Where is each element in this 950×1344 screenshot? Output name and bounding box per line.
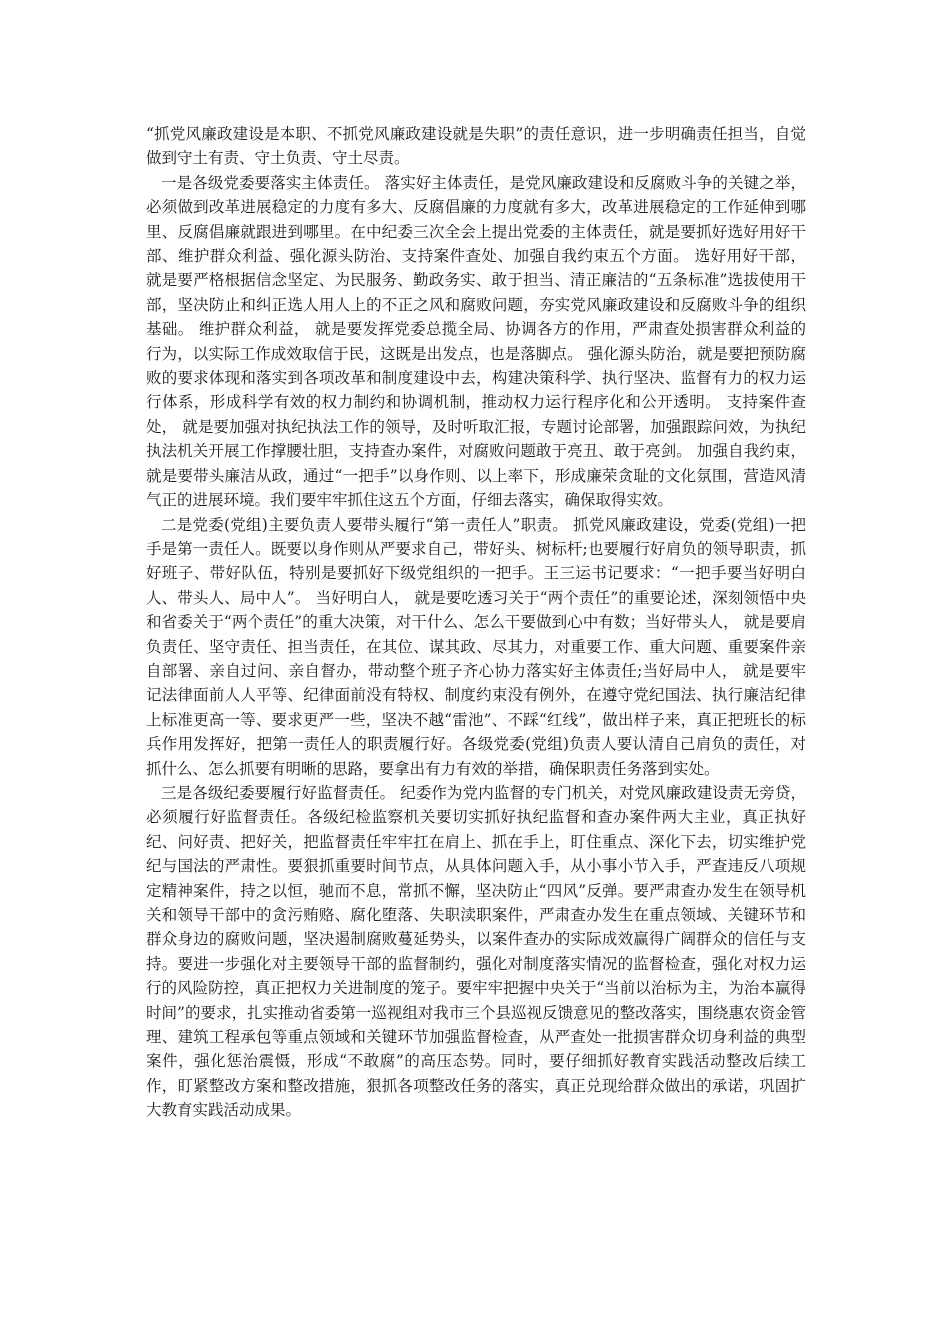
paragraph-continuation: “抓党风廉政建设是本职、不抓党风廉政建设就是失职”的责任意识，进一步明确责任担当，自觉做到守土有责、守土负责、守土尽责。 (146, 125, 806, 168)
paragraph-party-committee-responsibility: 一是各级党委要落实主体责任。 落实好主体责任，是党风廉政建设和反腐败斗争的关键之举，必须做到改革进展稳定的力度有多大、反腐倡廉的力度就有多大，改革进展稳定的工作延伸到哪里、反腐倡廉就跟进到哪里。在中纪委三次全会上提出党委的主体责任，就是要抓好选好用好干部、维护群众利益、强化源头防治、支持案件查处、加强自我约束五个方面。 选好用好干部， 就是要严格根据信念坚定、为民服务、勤政务实、敢于担当、清正廉洁的“五条标准”选拔使用干部，坚决防止和纠正选人用人上的不正之风和腐败问题，夯实党风廉政建设和反腐败斗争的组织基础。 维护群众利益， 就是要发挥党委总揽全局、协调各方的作用，严肃查处损害群众利益的行为，以实际工作成效取信于民，这既是出发点，也是落脚点。 强化源头防治，就是要把预防腐败的要求体现和落实到各项改革和制度建设中去，构建决策科学、执行坚决、监督有力的权力运行体系，形成科学有效的权力制约和协调机制，推动权力运行程序化和公开透明。 支持案件查处， 就是要加强对执纪执法工作的领导，及时听取汇报，专题讨论部署，加强跟踪问效，为执纪执法机关开展工作撑腰壮胆，支持查办案件，对腐败问题敢于亮丑、敢于亮剑。 加强自我约束， 就是要带头廉洁从政，通过“一把手”以身作则、以上率下，形成廉荣贪耻的文化氛围，营造风清气正的进展环境。我们要牢牢抓住这五个方面，仔细去落实，确保取得实效。 (146, 173, 811, 510)
paragraph-discipline-supervision: 三是各级纪委要履行好监督责任。 纪委作为党内监督的专门机关，对党风廉政建设责无旁贷，必须履行好监督责任。各级纪检监察机关要切实抓好执纪监督和查办案件两大主业，真正执好纪、问好责、把好关，把监督责任牢牢扛在肩上、抓在手上，盯住重点、深化下去，切实维护党纪与国法的严肃性。要狠抓重要时间节点，从具体问题入手，从小事小节入手，严查违反八项规定精神案件，持之以恒，驰而不息，常抓不懈，坚决防止“四风”反弹。要严肃查办发生在领导机关和领导干部中的贪污贿赂、腐化堕落、失职渎职案件，严肃查办发生在重点领域、关键环节和群众身边的腐败问题，坚决遏制腐败蔓延势头，以案件查办的实际成效赢得广阔群众的信任与支持。要进一步强化对主要领导干部的监督制约，强化对制度落实情况的监督检查，强化对权力运行的风险防控，真正把权力关进制度的笼子。要牢牢把握中央关于“当前以治标为主，为治本赢得时间”的要求，扎实推动省委第一巡视组对我市三个县巡视反馈意见的整改落实，围绕惠农资金管理、建筑工程承包等重点领域和关键环节加强监督检查，从严查处一批损害群众切身利益的典型案件，强化惩治震慑，形成“不敢腐”的高压态势。同时，要仔细抓好教育实践活动整改后续工作，盯紧整改方案和整改措施，狠抓各项整改任务的落实，真正兑现给群众做出的承诺，巩固扩大教育实践活动成果。 (146, 783, 806, 1120)
paragraph-first-responsible-person: 二是党委(党组)主要负责人要带头履行“第一责任人”职责。 抓党风廉政建设，党委(党组)一把手是第一责任人。既要以身作则从严要求自己，带好头、树标杆;也要履行好肩负的领导职责，抓好班子、带好队伍，特别是要抓好下级党组织的一把手。王三运书记要求：“一把手要当好明白人、带头人、局中人”。 当好明白人， 就是要吃透习关于“两个责任”的重要论述，深刻领悟中央和省委关于“两个责任”的重大决策，对干什么、怎么干要做到心中有数；当好带头人， 就是要肩负责任、坚守责任、担当责任，在其位、谋其政、尽其力，对重要工作、重大问题、重要案件亲自部署、亲自过问、亲自督办，带动整个班子齐心协力落实好主体责任;当好局中人， 就是要牢记法律面前人人平等、纪律面前没有特权、制度约束没有例外，在遵守党纪国法、执行廉洁纪律上标准更高一等、要求更严一些，坚决不越“雷池”、不踩“红线”，做出样子来，真正把班长的标兵作用发挥好，把第一责任人的职责履行好。各级党委(党组)负责人要认清自己肩负的责任，对抓什么、怎么抓要有明晰的思路，要拿出有力有效的举措，确保职责任务落到实处。 (146, 515, 806, 778)
document-body (146, 122, 811, 1123)
